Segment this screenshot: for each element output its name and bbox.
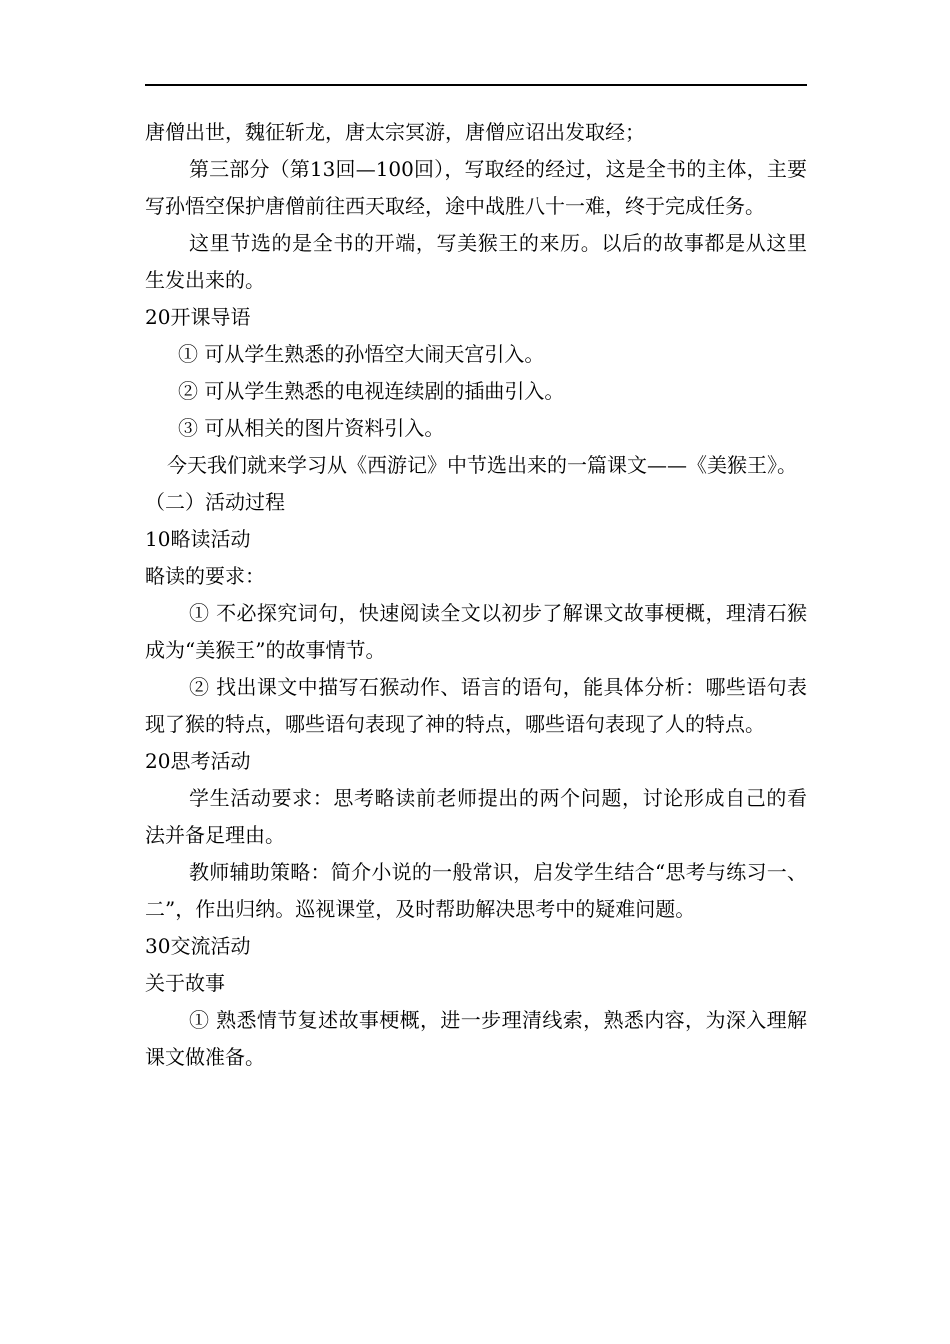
header-rule	[145, 84, 807, 86]
subheading: 关于故事	[145, 971, 225, 995]
paragraph: 今天我们就来学习从《西游记》中节选出来的一篇课文——《美猴王》。	[167, 453, 797, 477]
section-heading: 20开课导语	[145, 305, 251, 329]
list-item: ① 不必探究词句，快速阅读全文以初步了解课文故事梗概，理清石猴成为“美猴王”的故事情节。	[145, 601, 807, 662]
document-body	[145, 114, 807, 1076]
list-item: ① 熟悉情节复述故事梗概，进一步理清线索，熟悉内容，为深入理解课文做准备。	[145, 1008, 807, 1069]
list-item: ② 找出课文中描写石猴动作、语言的语句，能具体分析：哪些语句表现了猴的特点，哪些语句表现了神的特点，哪些语句表现了人的特点。	[145, 675, 807, 736]
list-item: ② 可从学生熟悉的电视连续剧的插曲引入。	[178, 379, 565, 403]
paragraph: 教师辅助策略：简介小说的一般常识，启发学生结合“思考与练习一、二”，作出归纳。巡视课堂，及时帮助解决思考中的疑难问题。	[145, 860, 807, 921]
paragraph: 学生活动要求：思考略读前老师提出的两个问题，讨论形成自己的看法并备足理由。	[145, 786, 807, 847]
section-heading: （二）活动过程	[145, 490, 285, 514]
paragraph: 唐僧出世，魏征斩龙，唐太宗冥游，唐僧应诏出发取经；	[145, 120, 645, 144]
section-heading: 10略读活动	[145, 527, 251, 551]
list-item: ③ 可从相关的图片资料引入。	[178, 416, 445, 440]
subheading: 略读的要求：	[145, 564, 265, 588]
section-heading: 20思考活动	[145, 749, 251, 773]
list-item: ① 可从学生熟悉的孙悟空大闹天宫引入。	[178, 342, 545, 366]
paragraph: 第三部分（第13回—100回），写取经的经过，这是全书的主体，主要写孙悟空保护唐僧前往西天取经，途中战胜八十一难，终于完成任务。	[145, 157, 807, 218]
paragraph: 这里节选的是全书的开端，写美猴王的来历。以后的故事都是从这里生发出来的。	[145, 231, 807, 292]
section-heading: 30交流活动	[145, 934, 251, 958]
